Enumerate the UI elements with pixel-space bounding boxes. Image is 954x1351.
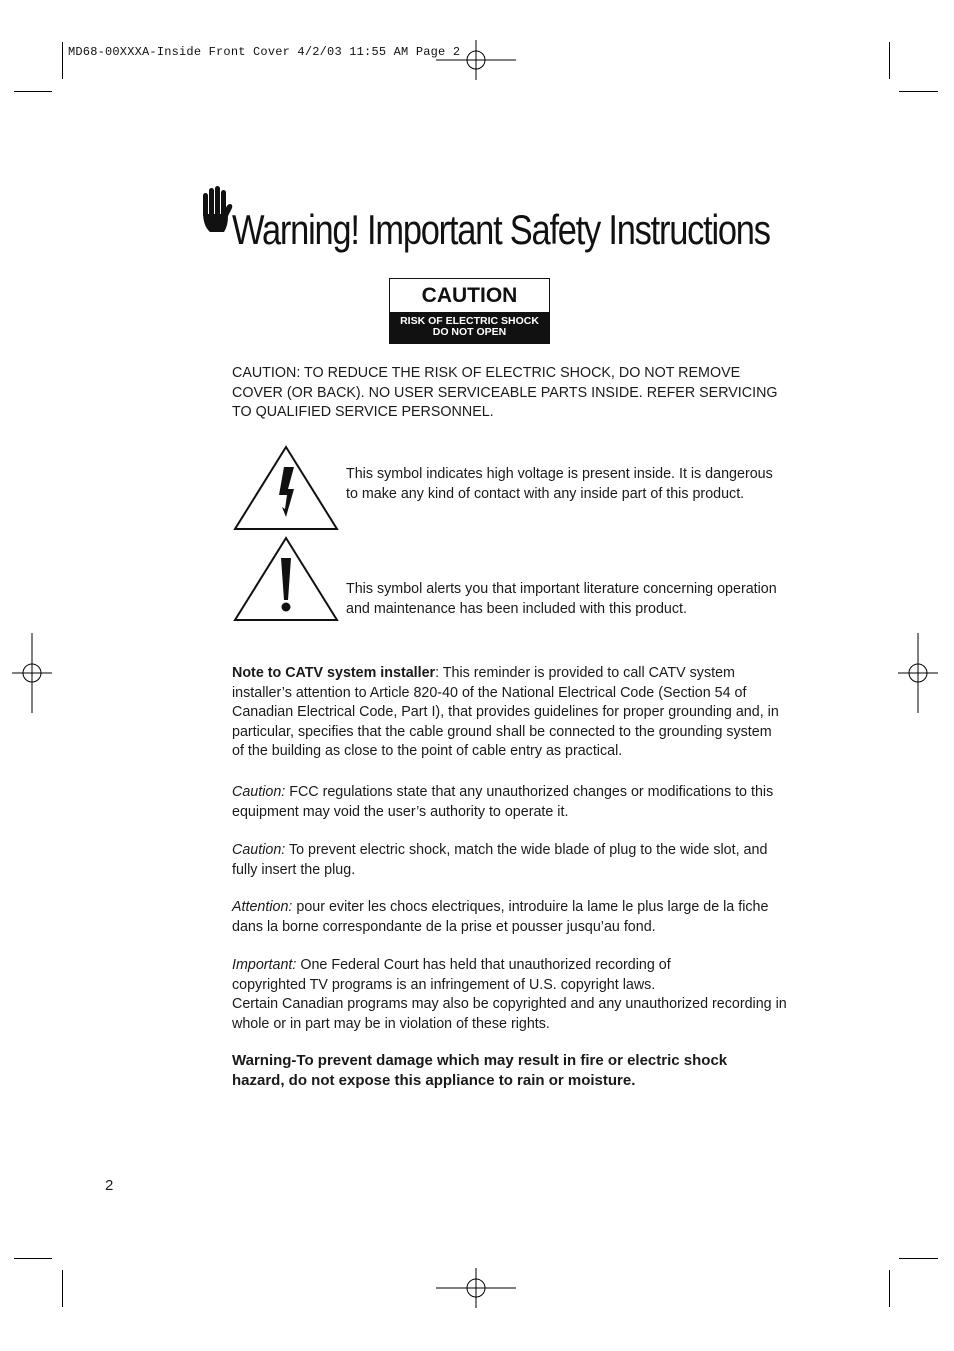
catv-note-text: : This reminder is provided to call CATV system installer’s attention to Article 820-40 of the National Electrical Code (Section 54 of Canadian Electrical Code, Part I), that provides guidelines for proper grounding and, in particular, specifies that the cable ground shall be connected to the grounding system of the building as close to the point of cable entry as practical. xyxy=(232,665,779,759)
fcc-caution-text: FCC regulations state that any unauthorized changes or modifications to this equipment may void the user’s authority to operate it. xyxy=(232,784,774,820)
caution-heading: CAUTION xyxy=(421,284,518,307)
caution-paragraph: CAUTION: TO REDUCE THE RISK OF ELECTRIC SHOCK, DO NOT REMOVE COVER (OR BACK). NO USER SERVICEABLE PARTS INSIDE. REFER SERVICING TO QUALIFIED SERVICE PERSONNEL. xyxy=(232,365,778,420)
important-label: Important: xyxy=(232,957,297,973)
important-line2: copyrighted TV programs is an infringement of U.S. copyright laws. xyxy=(232,976,656,993)
attention-text: pour eviter les chocs electriques, introduire la lame le plus large de la fiche dans la borne correspondante de la prise et pousser jusqu’au fond. xyxy=(232,899,769,935)
exclamation-symbol-text: This symbol alerts you that important literature concerning operation and maintenance has been included with this product. xyxy=(346,581,777,617)
caution-subtext xyxy=(390,312,549,343)
high-voltage-symbol-text: This symbol indicates high voltage is present inside. It is dangerous to make any kind of contact with any inside part of this product. xyxy=(346,466,773,502)
registration-mark-bottom-icon xyxy=(436,1268,516,1308)
catv-note xyxy=(232,664,787,762)
plug-caution-text: To prevent electric shock, match the wide blade of plug to the wide slot, and fully insert the plug. xyxy=(232,842,768,878)
print-slug-line: MD68-00XXXA-Inside Front Cover 4/2/03 11:55 AM Page 2 xyxy=(68,45,461,59)
fcc-caution xyxy=(232,783,787,822)
registration-mark-left-icon xyxy=(12,633,52,713)
caution-subtext-line2: DO NOT OPEN xyxy=(432,326,507,338)
attention-french xyxy=(232,898,787,937)
registration-mark-right-icon xyxy=(898,633,938,713)
exclamation-triangle-icon xyxy=(232,536,340,622)
important-line1: One Federal Court has held that unauthorized recording of xyxy=(296,957,671,973)
high-voltage-triangle-icon xyxy=(232,445,340,531)
important-line3: Certain Canadian programs may also be copyrighted and any unauthorized recording in whole or in part may be in violation of these rights. xyxy=(232,996,787,1032)
caution-subtext-line1: RISK OF ELECTRIC SHOCK xyxy=(400,315,539,327)
final-warning: Warning-To prevent damage which may result in fire or electric shock hazard, do not expose this appliance to rain or moisture. xyxy=(232,1052,728,1089)
caution-label xyxy=(389,278,550,344)
hand-icon xyxy=(198,186,234,238)
plug-caution-label: Caution: xyxy=(232,842,286,858)
title-block xyxy=(198,186,798,266)
page-number: 2 xyxy=(105,1177,114,1194)
plug-caution xyxy=(232,841,787,880)
page-title: Warning! Important Safety Instructions xyxy=(232,206,770,253)
catv-note-label: Note to CATV system installer xyxy=(232,665,436,681)
attention-label: Attention: xyxy=(232,899,293,915)
fcc-caution-label: Caution: xyxy=(232,784,286,800)
important-note xyxy=(232,956,787,1034)
